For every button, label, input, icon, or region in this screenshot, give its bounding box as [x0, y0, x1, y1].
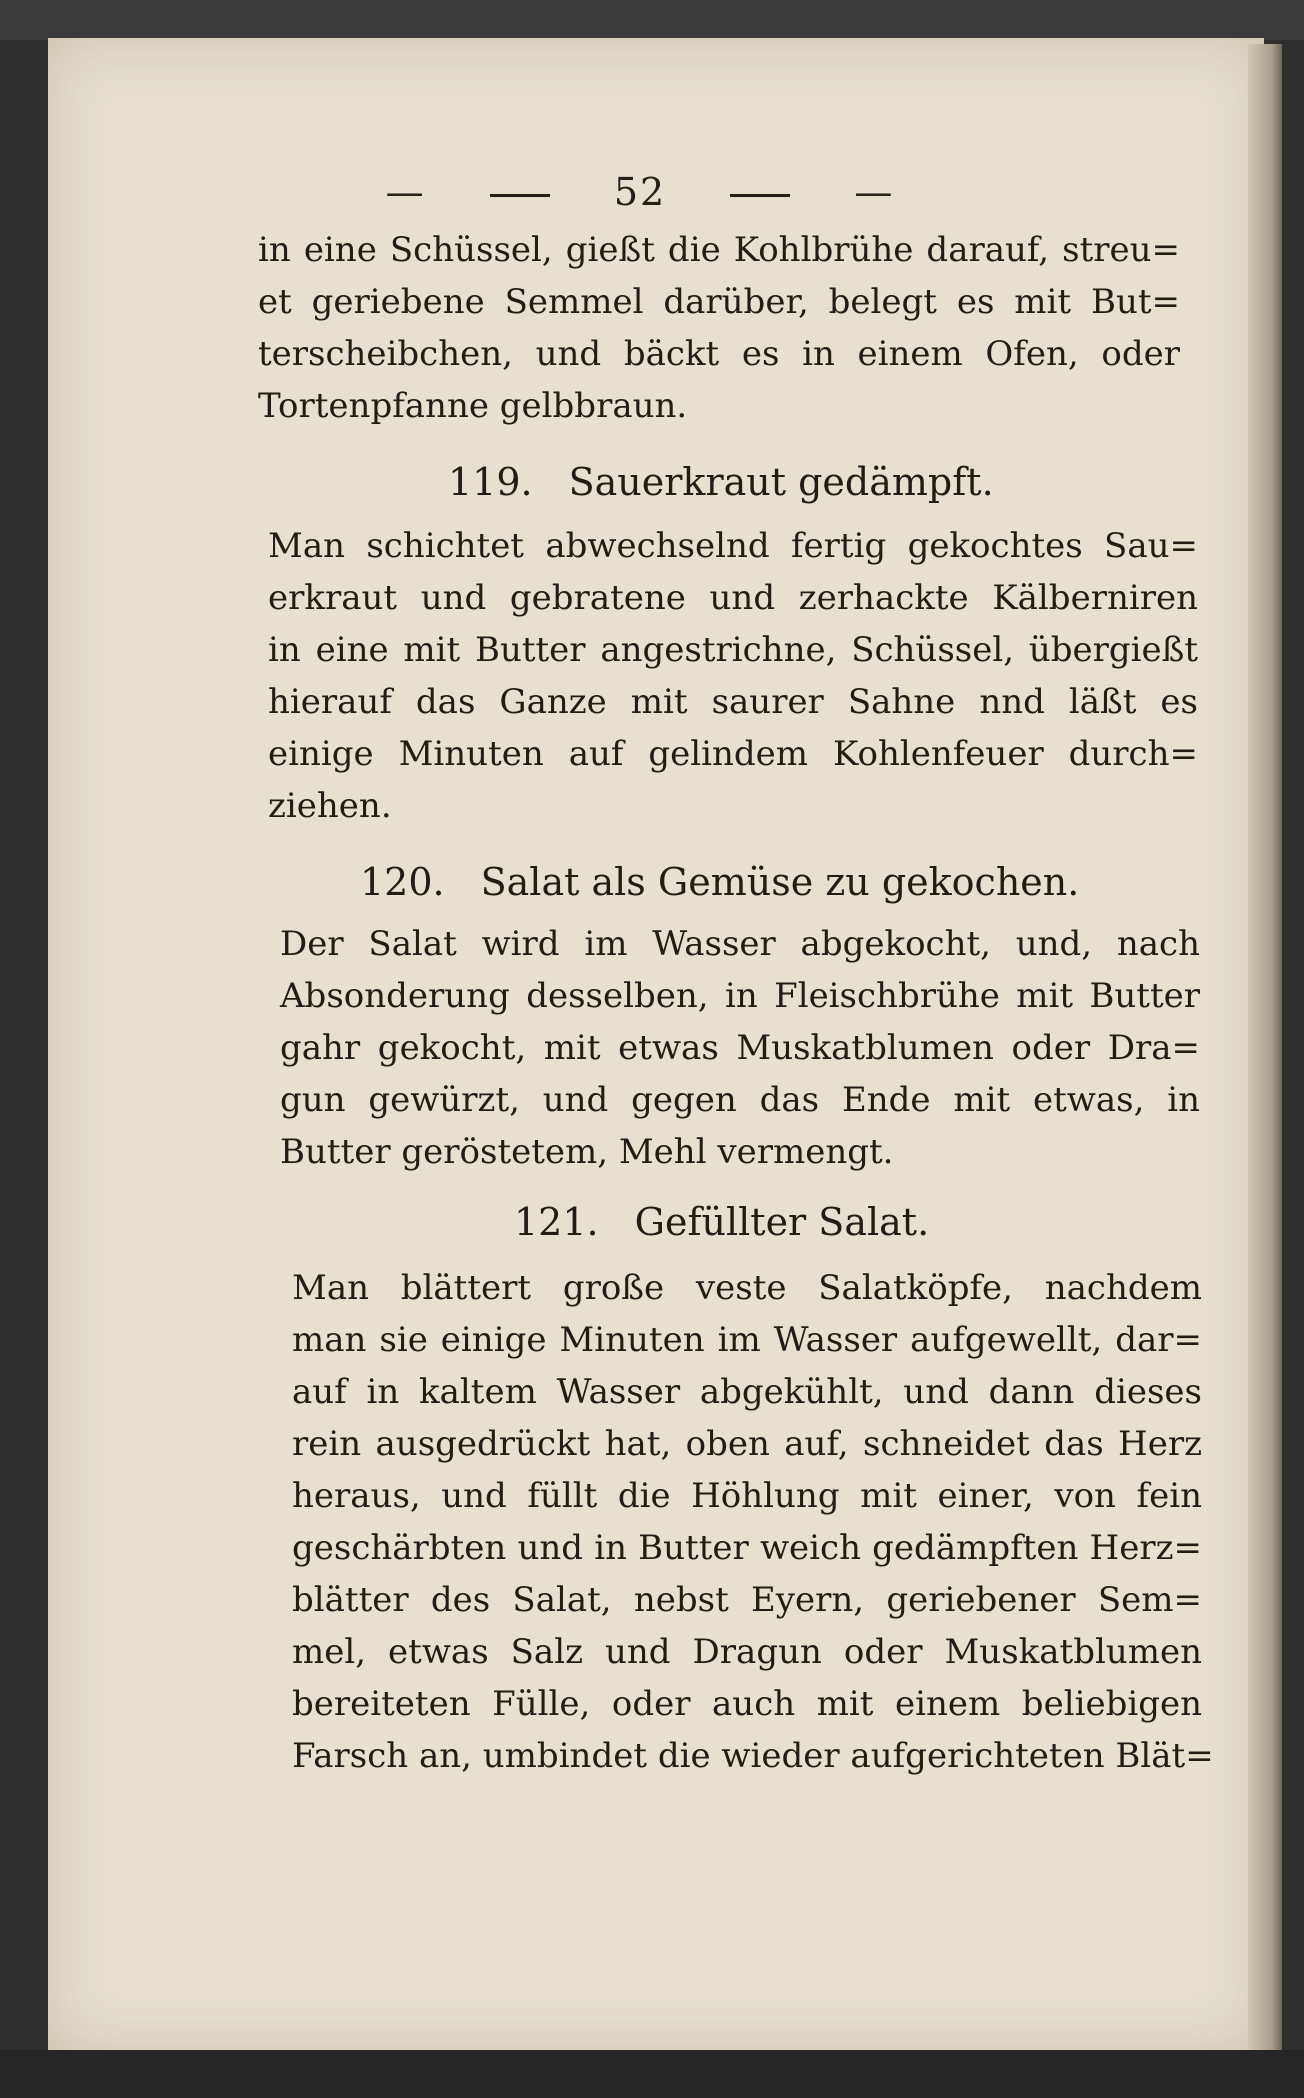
text-line: Farsch an, umbindet die wieder aufgerichteten Blät=: [292, 1736, 1214, 1776]
scan-background-bottom: [0, 2050, 1304, 2098]
text-line: Absonderung desselben, in Fleischbrühe mit Butter: [280, 976, 1200, 1016]
recipe-title: Salat als Gemüse zu gekochen.: [480, 860, 1080, 904]
recipe-heading-121: [514, 1200, 929, 1244]
text-line: ziehen.: [268, 786, 392, 826]
text-line: in eine Schüssel, gießt die Kohlbrühe darauf, streu=: [258, 230, 1180, 270]
text-line: Der Salat wird im Wasser abgekocht, und, nach: [280, 924, 1200, 964]
page-number: 52: [613, 170, 667, 214]
text-line: auf in kaltem Wasser abgekühlt, und dann dieses: [292, 1372, 1202, 1412]
recipe-number: 120.: [360, 860, 445, 904]
text-line: blätter des Salat, nebst Eyern, geriebener Sem=: [292, 1580, 1202, 1620]
text-line: bereiteten Fülle, oder auch mit einem beliebigen: [292, 1684, 1202, 1724]
header-dash-left: —: [385, 170, 426, 214]
text-line: mel, etwas Salz und Dragun oder Muskatblumen: [292, 1632, 1202, 1672]
recipe-heading-119: [448, 460, 994, 504]
text-line: hierauf das Ganze mit saurer Sahne nnd läßt es: [268, 682, 1198, 722]
recipe-body-120: [280, 918, 1200, 1178]
text-line: man sie einige Minuten im Wasser aufgewellt, dar=: [292, 1320, 1202, 1360]
text-line: terscheibchen, und bäckt es in einem Ofen, oder: [258, 334, 1180, 374]
text-line: et geriebene Semmel darüber, belegt es mit But=: [258, 282, 1180, 322]
text-line: Butter geröstetem, Mehl vermengt.: [280, 1132, 894, 1172]
recipe-body-119: [268, 520, 1198, 832]
text-line: einige Minuten auf gelindem Kohlenfeuer durch=: [268, 734, 1198, 774]
intro-paragraph: [258, 224, 1180, 432]
recipe-number: 119.: [448, 460, 533, 504]
text-line: gun gewürzt, und gegen das Ende mit etwas, in: [280, 1080, 1200, 1120]
text-line: in eine mit Butter angestrichne, Schüssel, übergießt: [268, 630, 1198, 670]
page-edge-curl: [1248, 44, 1282, 2054]
header-rule-right: [730, 194, 790, 197]
page-header: [240, 170, 1040, 214]
text-line: geschärbten und in Butter weich gedämpften Herz=: [292, 1528, 1202, 1568]
text-line: Tortenpfanne gelbbraun.: [258, 386, 688, 426]
recipe-title: Sauerkraut gedämpft.: [568, 460, 994, 504]
recipe-title: Gefüllter Salat.: [634, 1200, 930, 1244]
text-line: rein ausgedrückt hat, oben auf, schneidet das Herz: [292, 1424, 1202, 1464]
text-line: Man schichtet abwechselnd fertig gekochtes Sau=: [268, 526, 1198, 566]
header-dash-right: —: [854, 170, 895, 214]
header-rule-left: [490, 194, 550, 197]
text-line: erkraut und gebratene und zerhackte Kälberniren: [268, 578, 1198, 618]
text-line: Man blättert große veste Salatköpfe, nachdem: [292, 1268, 1202, 1308]
recipe-heading-120: [360, 860, 1079, 904]
recipe-number: 121.: [514, 1200, 599, 1244]
text-line: gahr gekocht, mit etwas Muskatblumen oder Dra=: [280, 1028, 1200, 1068]
recipe-body-121: [292, 1262, 1214, 1782]
scan-background-top: [0, 0, 1304, 40]
text-line: heraus, und füllt die Höhlung mit einer, von fein: [292, 1476, 1202, 1516]
